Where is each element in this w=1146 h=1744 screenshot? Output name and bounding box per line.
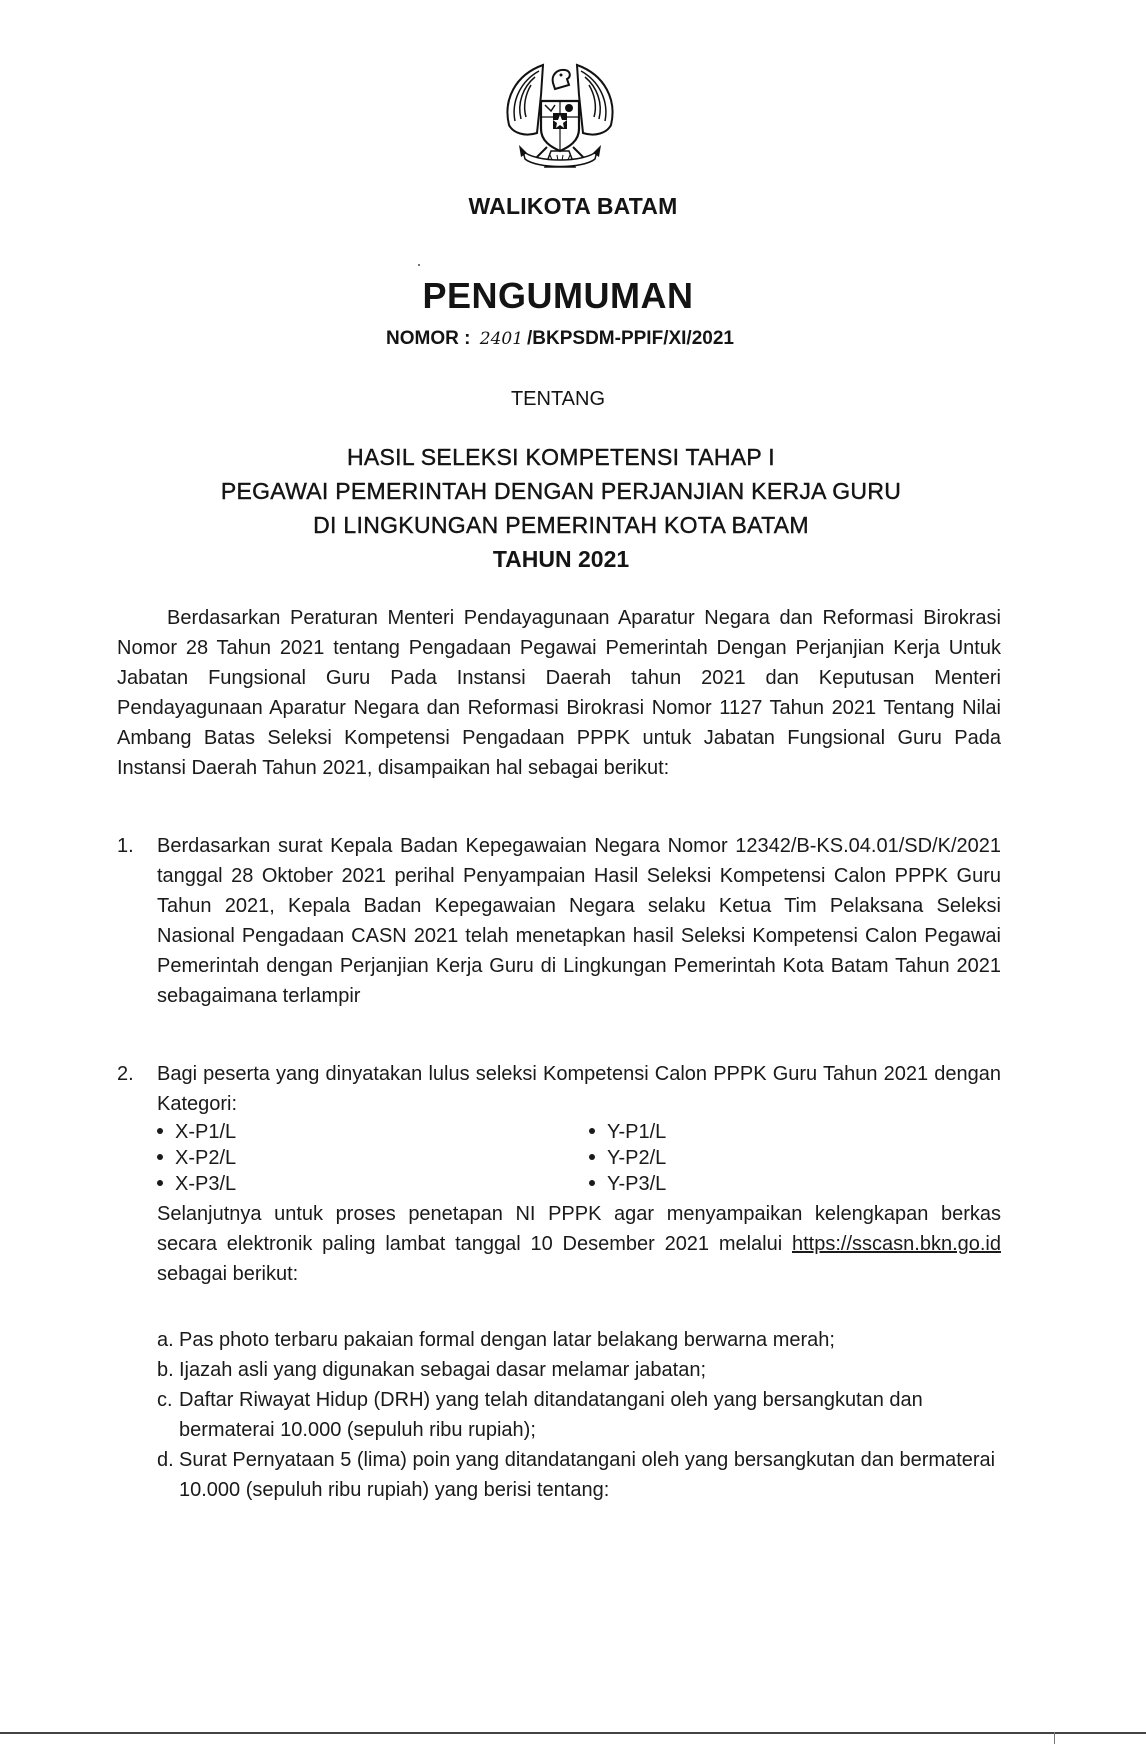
category-item: X-P3/L [157,1171,236,1197]
bullet-icon [589,1180,595,1186]
item-number: 1. [117,835,134,857]
subject-line: DI LINGKUNGAN PEMERINTAH KOTA BATAM [313,512,809,538]
submission-instruction [157,1199,1001,1289]
bullet-icon [157,1180,163,1186]
requirement-item: b. Ijazah asli yang digunakan sebagai dasar melamar jabatan; [157,1359,707,1381]
nomor-label: NOMOR : [386,328,471,349]
category-item: Y-P2/L [589,1145,666,1171]
issuer-heading: WALIKOTA BATAM [468,193,678,219]
scan-edge-tick [1054,1732,1055,1744]
scan-edge-line [0,1732,1146,1734]
document-number [0,328,1120,350]
category-list [157,1119,1001,1199]
instruction-text: Selanjutnya untuk proses penetapan NI PPPK agar menyampaikan kelengkapan berkas secara elektronik paling lambat tanggal 10 Desember 2021 melalui [157,1203,1001,1255]
handwritten-number: 2401 [479,329,524,349]
bullet-icon [589,1128,595,1134]
subject-line: PEGAWAI PEMERINTAH DENGAN PERJANJIAN KERJA GURU [220,478,902,504]
item-number: 2. [117,1063,134,1085]
bullet-icon [157,1128,163,1134]
tentang-label: TENTANG [510,388,606,410]
subject-line: TAHUN 2021 [492,546,630,572]
bullet-icon [589,1154,595,1160]
category-item: X-P1/L [157,1119,236,1145]
document-title: PENGUMUMAN [422,275,694,316]
category-item: X-P2/L [157,1145,236,1171]
requirement-item: c. Daftar Riwayat Hidup (DRH) yang telah ditandatangani oleh yang bersangkutan dan bermaterai 10.000 (sepuluh ribu rupiah); [157,1389,923,1441]
scan-speck [418,264,420,266]
garuda-emblem-icon [495,55,625,180]
item-text: Berdasarkan surat Kepala Badan Kepegawaian Negara Nomor 12342/B-KS.04.01/SD/K/2021 tanggal 28 Oktober 2021 perihal Penyampaian Hasil Seleksi Kompetensi Calon PPPK Guru Tahun 2021, Kepala Badan Kepegawaian Negara selaku Ketua Tim Pelaksana Seleksi Nasional Pengadaan CASN 2021 telah menetapkan hasil Seleksi Kompetensi Calon Pegawai Pemerintah dengan Perjanjian Kerja Guru di Lingkungan Pemerintah Kota Batam Tahun 2021 sebagaimana terlampir [157,835,1001,1007]
bullet-icon [157,1154,163,1160]
sscasn-link[interactable]: https://sscasn.bkn.go.id [791,1233,1001,1255]
intro-paragraph: Berdasarkan Peraturan Menteri Pendayagunaan Aparatur Negara dan Reformasi Birokrasi Nomor 28 Tahun 2021 tentang Pengadaan Pegawai Pemerintah Dengan Perjanjian Kerja Untuk Jabatan Fungsional Guru Pada Instansi Daerah tahun 2021 dan Keputusan Menteri Pendayagunaan Aparatur Negara dan Reformasi Birokrasi Nomor 1127 Tahun 2021 Tentang Nilai Ambang Batas Seleksi Kompetensi Pengadaan PPPK untuk Jabatan Fungsional Guru Pada Instansi Daerah Tahun 2021, disampaikan hal sebagai berikut: [117,607,1001,779]
instruction-text-end: sebagai berikut: [157,1263,299,1285]
numbered-item [117,831,1001,1041]
numbered-item [117,1059,1001,1501]
item-text: Bagi peserta yang dinyatakan lulus seleksi Kompetensi Calon PPPK Guru Tahun 2021 dengan Kategori: [157,1063,1001,1115]
requirement-item: a. Pas photo terbaru pakaian formal dengan latar belakang berwarna merah; [157,1329,835,1351]
category-item: Y-P3/L [589,1171,666,1197]
requirement-item: d. Surat Pernyataan 5 (lima) poin yang ditandatangani oleh yang bersangkutan dan bermaterai 10.000 (sepuluh ribu rupiah) yang berisi tentang: [157,1449,996,1501]
category-item: Y-P1/L [589,1119,666,1145]
subject-line: HASIL SELEKSI KOMPETENSI TAHAP I [346,444,775,470]
nomor-suffix: /BKPSDM-PPIF/XI/2021 [527,328,734,349]
requirements-list [157,1325,1001,1505]
